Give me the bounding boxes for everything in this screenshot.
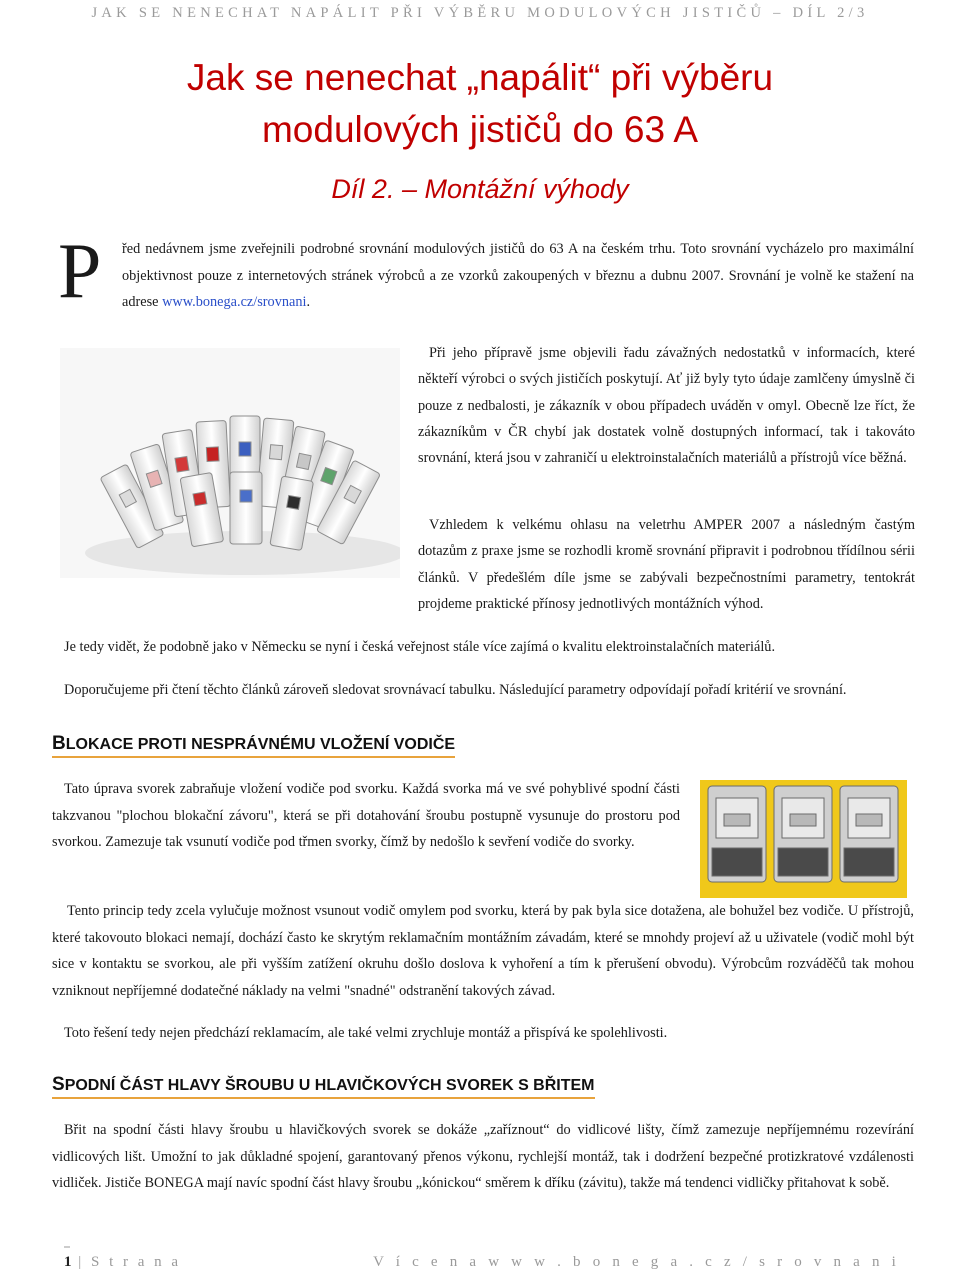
- circuit-breakers-photo: [60, 348, 400, 578]
- paragraph-germany: Je tedy vidět, že podobně jako v Německu se nyní i česká veřejnost stále více zajímá o kvalitu elektroinstalačních materiálů.: [64, 639, 776, 655]
- page-number: 1: [64, 1254, 72, 1270]
- page-label: | S t r a n a: [78, 1254, 182, 1270]
- footer-rule: [64, 1246, 70, 1248]
- paragraph-blocking-description: Tato úprava svorek zabraňuje vložení vodiče pod svorku. Každá svorka má ve své pohyblivé spodní části takzvanou "plochou blokační závoru", která se při dotahování šroubu postupně vysunuje do prostoru pod svorkou. Zamezuje tak vsunutí vodiče pod třmen svorky, čímž by nedošlo k sevření vodiče do svorky.: [52, 781, 680, 850]
- paragraph-blocking-benefit: Toto řešení tedy nejen předchází reklamacím, ale také velmi zrychluje montáž a přispívá ke spolehlivosti.: [64, 1025, 668, 1041]
- section-heading-initial: S: [52, 1074, 65, 1095]
- running-header: JAK SE NENECHAT NAPÁLIT PŘI VÝBĚRU MODULOVÝCH JISTIČŮ – DÍL 2/3: [91, 5, 869, 21]
- section-heading-rest: LOKACE PROTI NESPRÁVNÉMU VLOŽENÍ VODIČE: [65, 736, 456, 753]
- comparison-link[interactable]: www.bonega.cz/srovnani: [162, 294, 307, 310]
- intro-period: .: [306, 294, 311, 310]
- section-heading-screw-edge: [52, 1075, 595, 1099]
- intro-paragraph: [122, 236, 914, 316]
- footer-link[interactable]: V í c e n a w w w . b o n e g a . c z / s r o v n a n i: [373, 1254, 900, 1270]
- section-heading-blocking: [52, 734, 455, 758]
- terminals-photo: [700, 780, 907, 898]
- section-heading-rest: PODNÍ ČÁST HLAVY ŠROUBU U HLAVIČKOVÝCH SVOREK S BŘITEM: [64, 1077, 595, 1094]
- paragraph-deficiencies: Při jeho přípravě jsme objevili řadu závažných nedostatků v informacích, které někteří výrobci o svých jističích poskytují. Ať již byly tyto údaje zamlčeny úmyslně či pouze z nedbalosti, je zákazník v obou případech uváděn v omyl. Obecně lze říct, že zákazníkům v ČR chybí jak dostatek volně dostupných informací, tak i takováto srovnání, která jsou v zahraničí u elektroinstalačních materiálů a přístrojů více běžná.: [418, 345, 915, 467]
- article-title-line-1: Jak se nenechat „napálit“ při výběru: [186, 57, 774, 98]
- paragraph-amper: Vzhledem k velkému ohlasu na veletrhu AMPER 2007 a následným častým dotazům z praxe jsme se rozhodli kromě srovnání připravit i podrobnou třídílnou sérii článků. V předešlém díle jsme se zabývali bezpečnostními parametry, tentokrát projdeme praktické přínosy jednotlivých montážních výhod.: [418, 517, 915, 612]
- paragraph-blocking-principle: Tento princip tedy zcela vylučuje možnost vsunout vodič omylem pod svorku, která by pak byla sice dotažena, ale bohužel bez vodiče. U přístrojů, které takovouto blokaci nemají, dochází často ke skrytým reklamačním montážním závadám, které se mnohdy projeví až u uživatele (vodič mohl být sice v kontaktu se svorkou, ale při vyšším zatížení okruhu došlo doslova k vyhoření a tím k přerušení obvodu). Výrobcům rozváděčů tak mohou vzniknout nepříjemné dodatečné náklady na velmi "snadné" odstranění takových závad.: [52, 903, 914, 999]
- article-subtitle: Díl 2. – Montážní výhody: [331, 174, 629, 204]
- section-heading-initial: B: [52, 733, 66, 754]
- paragraph-screw-edge: Břit na spodní části hlavy šroubu u hlavičkových svorek se dokáže „zaříznout“ do vidlicové lišty, čímž zamezuje nepříjemnému rozevírání vidlicových lišt. Umožní to jak důkladné spojení, garantovaný přenos výkonu, rychlejší montáž, tak i dodržení bezpečné protizkratové vzdálenosti vidliček. Jističe BONEGA mají navíc spodní část hlavy šroubu „kónickou“ směrem k dříku (závitu), takže má tendenci vidličky přitahovat k sobě.: [52, 1122, 914, 1191]
- drop-cap: P: [58, 227, 102, 314]
- paragraph-recommendation: Doporučujeme při čtení těchto článků zároveň sledovat srovnávací tabulku. Následující parametry odpovídají pořadí kritérií ve srovnání.: [64, 682, 847, 698]
- article-title-line-2: modulových jističů do 63 A: [261, 109, 698, 150]
- intro-text: řed nedávnem jsme zveřejnili podrobné srovnání modulových jističů do 63 A na českém trhu. Toto srovnání vycházelo pro maximální objektivnost pouze z internetových stránek výrobců a ze vzorků zakoupených v březnu a dubnu 2007. Srovnání je volně ke stažení na adrese: [122, 241, 914, 310]
- footer-page-number: [64, 1254, 181, 1271]
